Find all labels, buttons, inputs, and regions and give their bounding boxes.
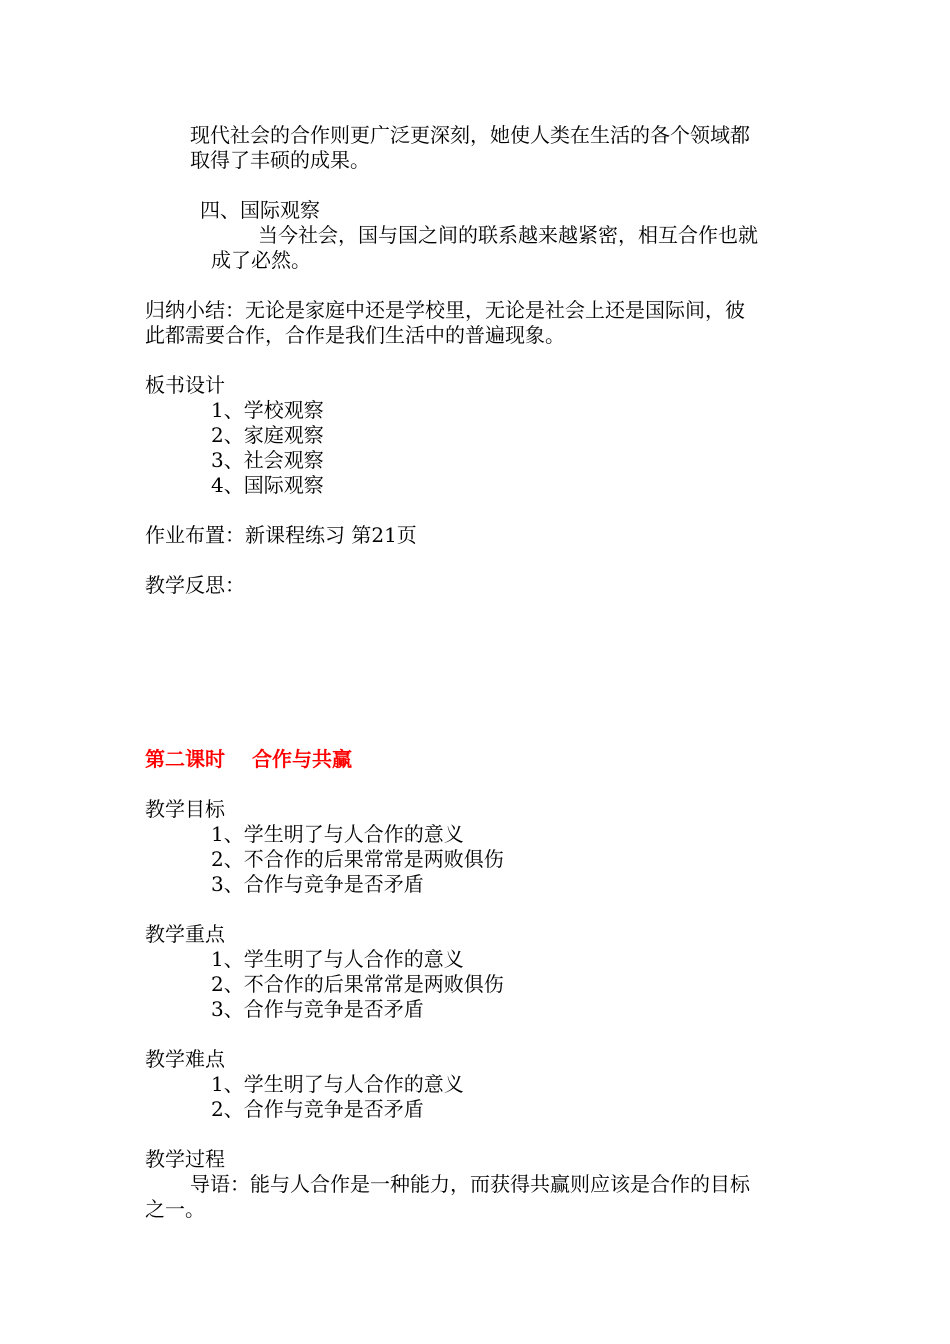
key-points-title: 教学重点 [145,922,225,946]
process-line-1: 导语：能与人合作是一种能力，而获得共赢则应该是合作的目标 [190,1172,750,1196]
section-4-heading: 四、国际观察 [200,198,320,222]
board-design-item: 2、家庭观察 [211,423,324,447]
board-design-item: 1、学校观察 [211,398,324,422]
goals-title: 教学目标 [145,797,225,821]
key-points-item: 2、不合作的后果常常是两败俱伤 [211,972,504,996]
summary-line-2: 此都需要合作，合作是我们生活中的普遍现象。 [145,323,565,347]
section-4-line-1: 当今社会，国与国之间的联系越来越紧密，相互合作也就 [258,223,758,247]
difficult-points-item: 1、学生明了与人合作的意义 [211,1072,464,1096]
section-4-line-2: 成了必然。 [211,248,311,272]
goals-item: 2、不合作的后果常常是两败俱伤 [211,847,504,871]
reflection-line: 教学反思： [145,573,245,597]
board-design-title: 板书设计 [145,373,225,397]
board-design-item: 4、国际观察 [211,473,324,497]
intro-line-2: 取得了丰硕的成果。 [190,148,370,172]
goals-item: 1、学生明了与人合作的意义 [211,822,464,846]
homework-line: 作业布置：新课程练习 第21页 [145,523,417,547]
intro-line-1: 现代社会的合作则更广泛更深刻，她使人类在生活的各个领域都 [190,123,750,147]
summary-line-1: 归纳小结：无论是家庭中还是学校里，无论是社会上还是国际间，彼 [145,298,745,322]
difficult-points-title: 教学难点 [145,1047,225,1071]
process-line-2: 之一。 [145,1197,205,1221]
lesson-2-title: 第二课时 合作与共赢 [145,747,352,771]
goals-item: 3、合作与竞争是否矛盾 [211,872,424,896]
key-points-item: 3、合作与竞争是否矛盾 [211,997,424,1021]
process-title: 教学过程 [145,1147,225,1171]
difficult-points-item: 2、合作与竞争是否矛盾 [211,1097,424,1121]
board-design-item: 3、社会观察 [211,448,324,472]
key-points-item: 1、学生明了与人合作的意义 [211,947,464,971]
